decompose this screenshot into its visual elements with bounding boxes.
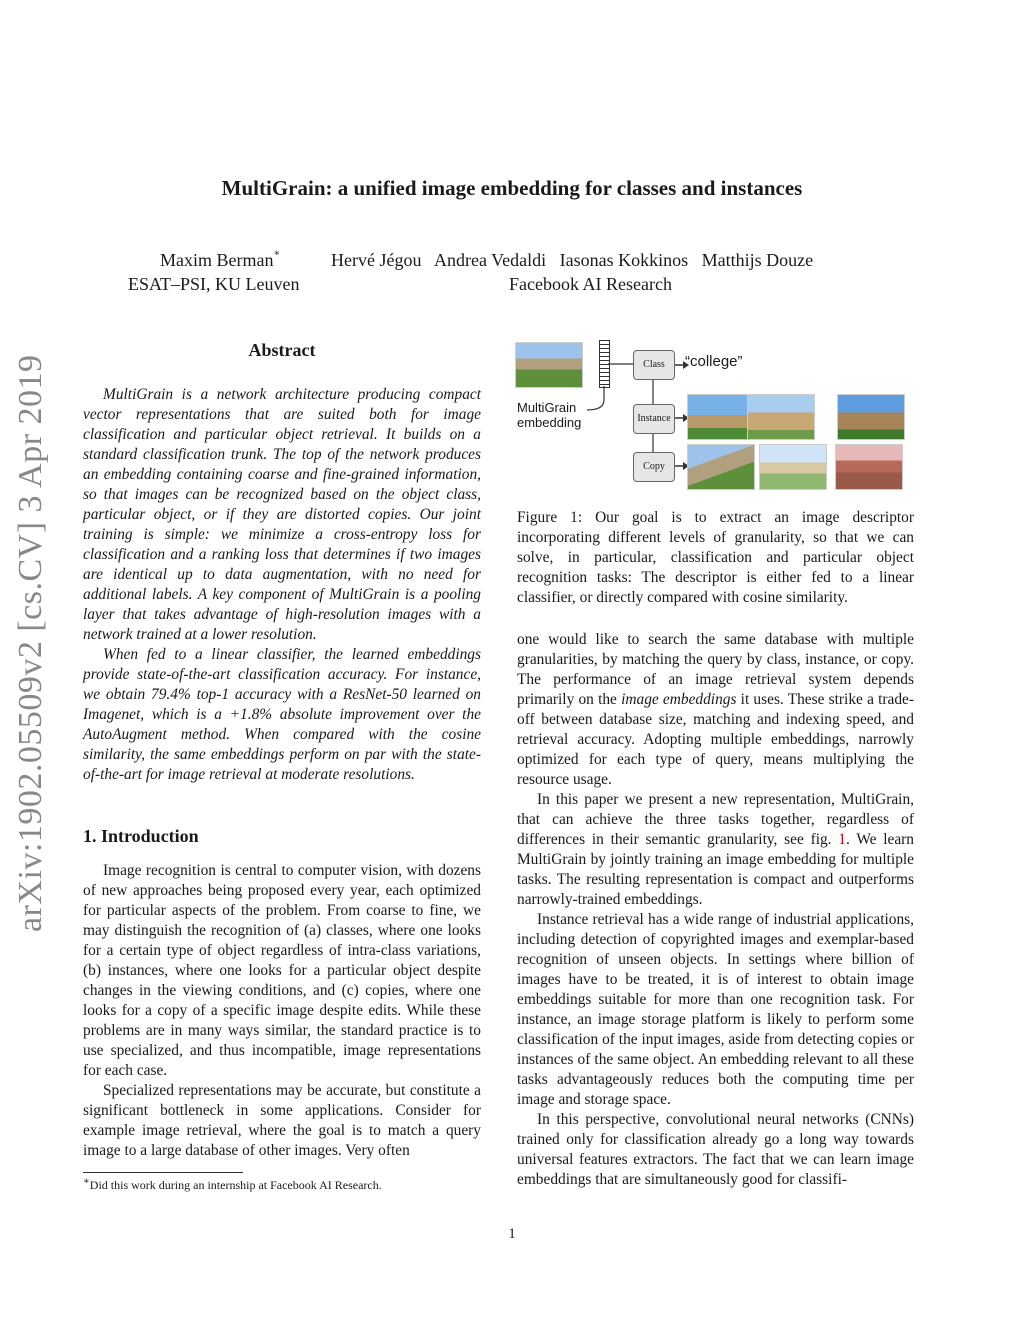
introduction-body bbox=[83, 861, 481, 1161]
body-paragraph: In this perspective, convolutional neural networks (CNNs) trained only for classification already go a long way towards universal features extractors. The fact that we can learn image embeddings that are simultaneously good for classifi- bbox=[517, 1111, 914, 1188]
figure-reference-link[interactable]: 1 bbox=[838, 831, 846, 848]
intro-paragraph: Specialized representations may be accurate, but constitute a significant bottleneck in some applications. Consider for example image retrieval, where the goal is to match a query image to a large database of other images. Very often bbox=[83, 1082, 481, 1159]
embedding-label: MultiGrain embedding bbox=[517, 400, 582, 430]
introduction-heading: 1. Introduction bbox=[83, 826, 199, 846]
instance-image bbox=[837, 394, 905, 440]
arxiv-watermark: arXiv:1902.05509v2 [cs.CV] 3 Apr 2019 bbox=[12, 354, 49, 932]
page-number: 1 bbox=[508, 1226, 516, 1242]
paper-title: MultiGrain: a unified image embedding for classes and instances bbox=[221, 176, 803, 200]
affiliation-kuleuven: ESAT–PSI, KU Leuven bbox=[128, 274, 300, 294]
body-paragraph: Instance retrieval has a wide range of industrial applications, including detection of copyrighted images and exemplar-based recognition of unseen objects. In settings where billion of images have to be treated, it is of interest to obtain image embeddings suitable for more than one recognition task. For instance, an image storage platform is likely to perform some classification of the input images, aside from detecting copies or instances of the same object. An embedding relevant to all these tasks advantageously reduces both the computing time per image and storage space. bbox=[517, 911, 914, 1108]
author-list: Hervé Jégou Andrea Vedaldi Iasonas Kokkinos Matthijs Douze bbox=[331, 250, 814, 270]
copy-head-box: Copy bbox=[633, 452, 675, 482]
instance-image bbox=[747, 394, 815, 440]
footnote-mark: ∗ bbox=[273, 248, 281, 259]
right-column-body bbox=[517, 630, 914, 1190]
class-head-box: Class bbox=[633, 350, 675, 380]
abstract-paragraph: When fed to a linear classifier, the learned embeddings provide state-of-the-art classification accuracy. For instance, we obtain 79.4% top-1 accuracy with a ResNet-50 learned on Imagenet, which is a +1.8% absolute improvement over the AutoAugment method. When compared with the cosine similarity, the same embeddings perform on par with the state-of-the-art for image retrieval at moderate resolutions. bbox=[83, 646, 481, 783]
body-paragraph: one would like to search the same database with multiple granularities, by matching the query by class, instance, or copy. The performance of an image retrieval system depends primarily on the image embeddings it uses. These strike a trade-off between database size, matching and indexing speed, and retrieval accuracy. Adopting multiple embeddings, narrowly optimized for each type of query, means multiplying the resource usage. bbox=[517, 631, 914, 788]
figure-1 bbox=[515, 338, 915, 488]
abstract-body bbox=[83, 385, 481, 785]
author-berman: Maxim Berman∗ bbox=[160, 248, 281, 270]
copy-image bbox=[835, 444, 903, 490]
affiliation-fair: Facebook AI Research bbox=[509, 274, 672, 294]
footnote: ∗Did this work during an internship at Facebook AI Research. bbox=[83, 1176, 382, 1192]
instance-image bbox=[687, 394, 755, 440]
class-output-label: “college” bbox=[685, 353, 743, 370]
abstract-heading: Abstract bbox=[248, 340, 316, 360]
copy-image bbox=[759, 444, 827, 490]
copy-image bbox=[687, 444, 755, 490]
footnote-rule bbox=[83, 1172, 243, 1173]
intro-paragraph: Image recognition is central to computer vision, with dozens of new approaches being proposed every year, each optimized for particular aspects of the problem. From coarse to fine, we may distinguish the recognition of (a) classes, where one looks for a certain type of object regardless of intra-class variations, (b) instances, where one looks for a particular object despite changes in the viewing conditions, and (c) copies, where one looks for a copy of a specific image despite edits. While these problems are in many ways similar, the standard practice is to use specialized, and thus incompatible, image representations for each case. bbox=[83, 862, 481, 1079]
figure-caption: Figure 1: Our goal is to extract an image descriptor incorporating different levels of granularity, so that we can solve, in particular, classification and particular object recognition tasks: The descriptor is either fed to a linear classifier, or directly compared with cosine similarity. bbox=[517, 509, 914, 606]
body-paragraph: In this paper we present a new representation, MultiGrain, that can achieve the three tasks together, regardless of differences in their semantic granularity, see fig. 1. We learn MultiGrain by jointly training an image embedding for multiple tasks. The resulting representation is compact and outperforms narrowly-trained embeddings. bbox=[517, 791, 914, 908]
instance-head-box: Instance bbox=[633, 404, 675, 434]
abstract-paragraph: MultiGrain is a network architecture producing compact vector representations that are suited both for image classification and particular object retrieval. It builds on a standard classification trunk. The top of the network produces an embedding containing coarse and fine-grained information, so that images can be recognized based on the object class, particular object, or if they are distorted copies. Our joint training is simple: we minimize a cross-entropy loss for classification and a ranking loss that determines if two images are identical up to data augmentation, with no need for additional labels. A key component of MultiGrain is a pooling layer that takes advantage of high-resolution images with a network trained at a lower resolution. bbox=[83, 386, 481, 643]
